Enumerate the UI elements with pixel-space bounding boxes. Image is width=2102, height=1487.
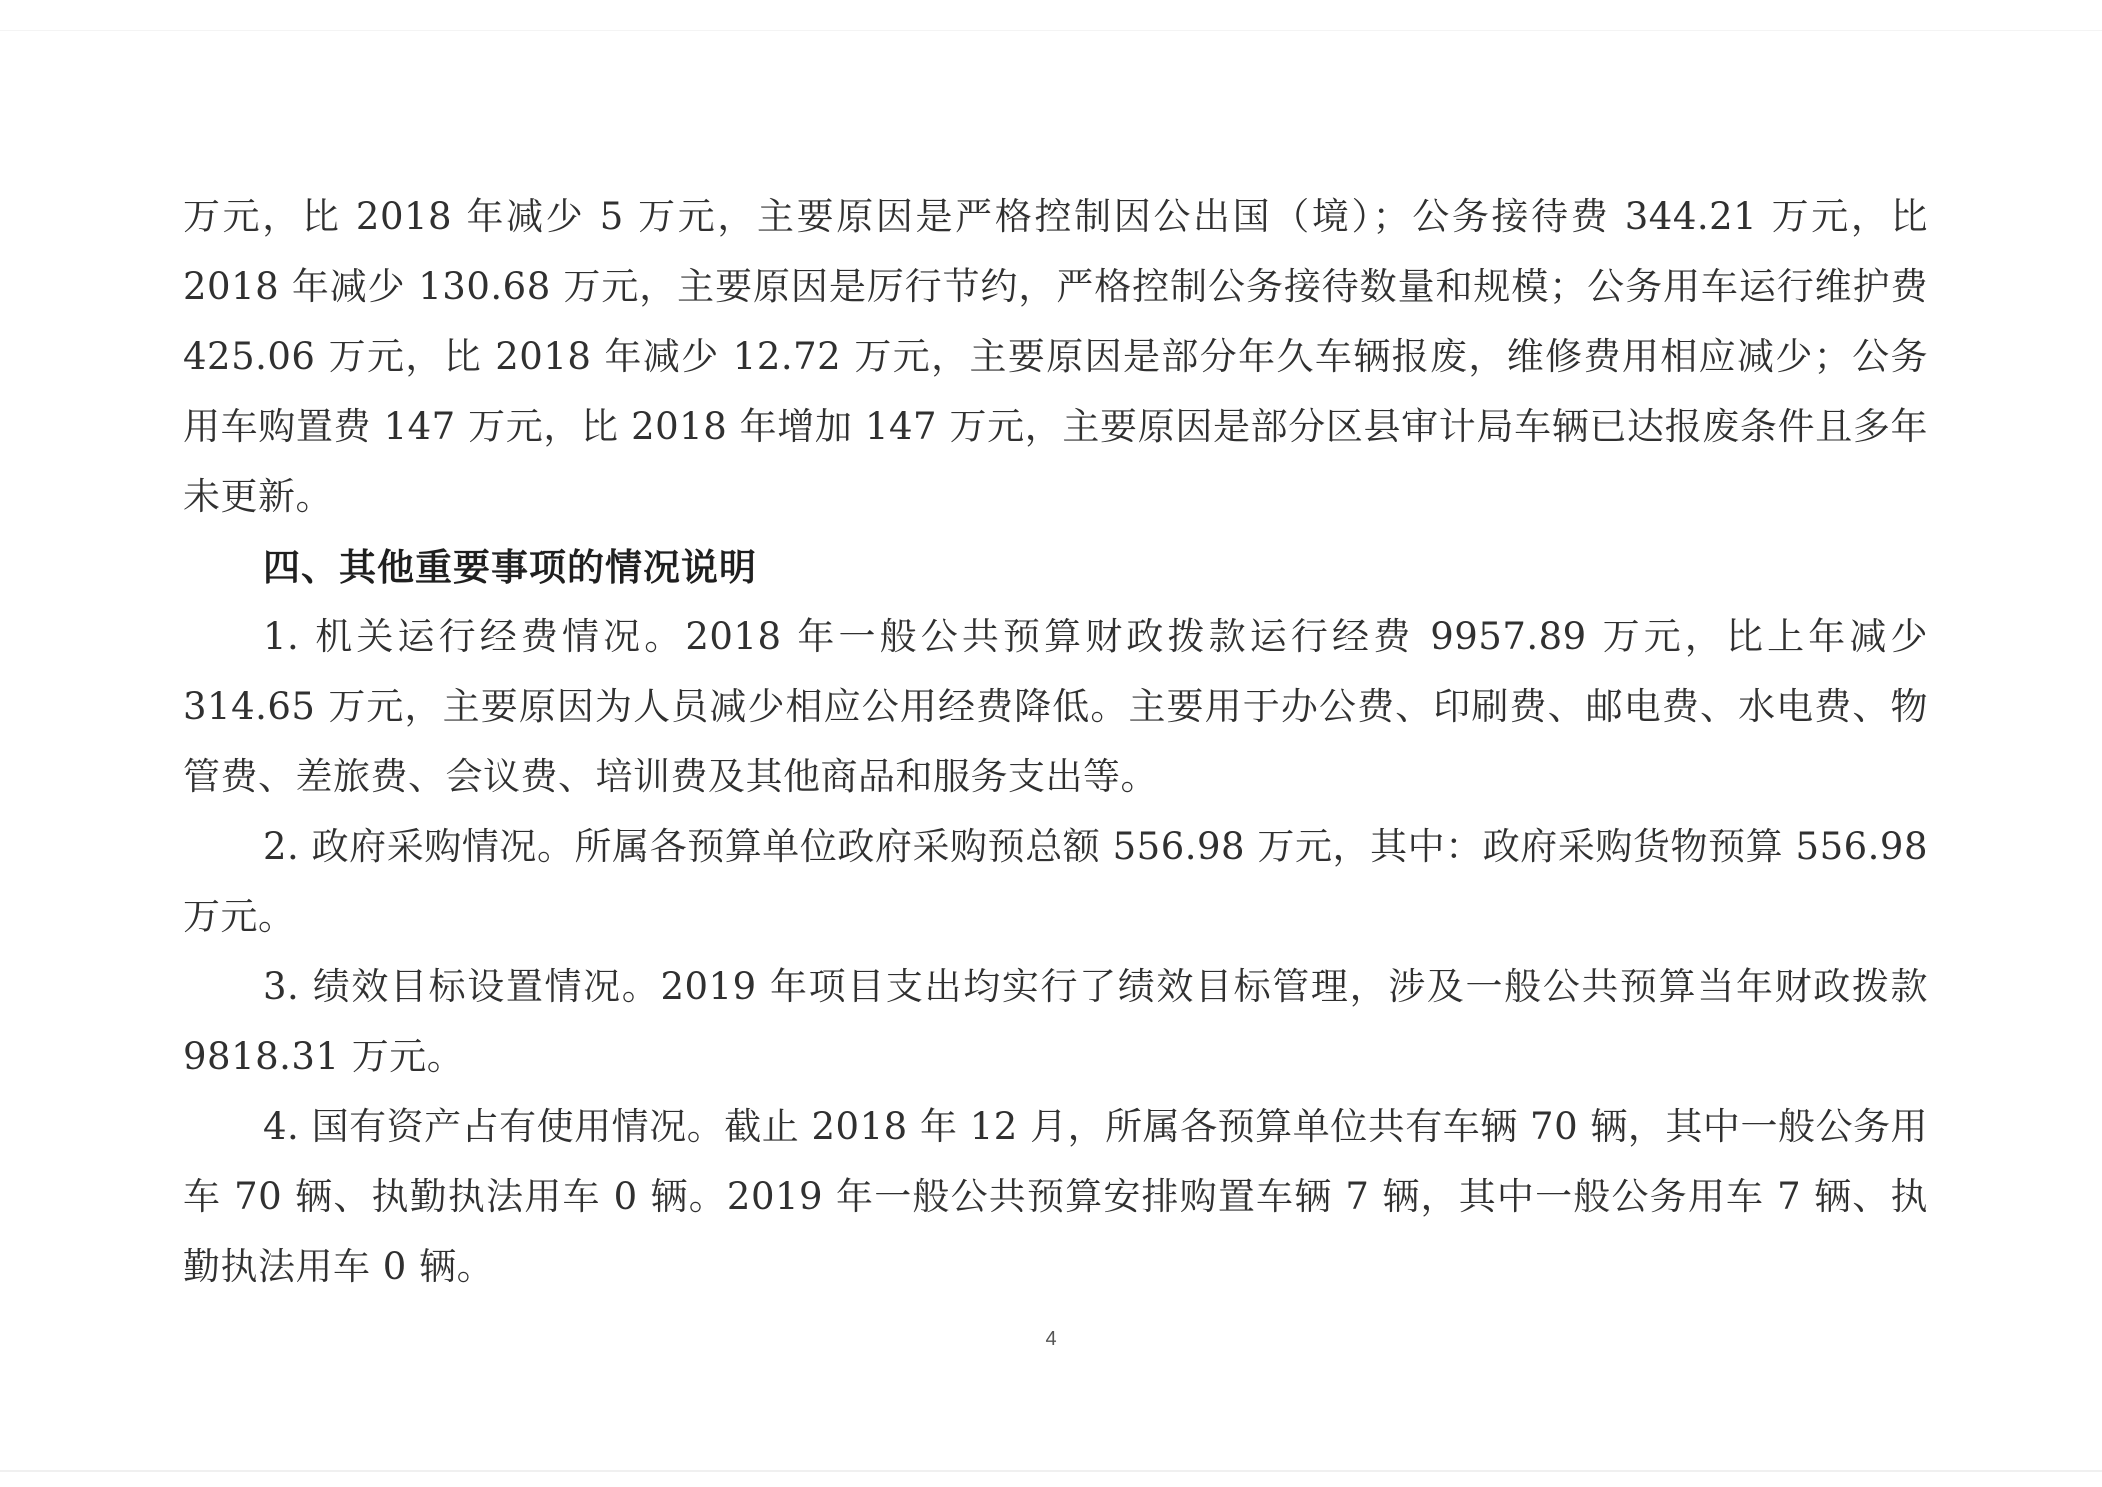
item-state-assets: 4. 国有资产占有使用情况。截止 2018 年 12 月，所属各预算单位共有车辆 70 辆，其中一般公务用车 70 辆、执勤执法用车 0 辆。2019 年一般公共预算安排购置车辆 7 辆，其中一般公务用车 7 辆、执勤执法用车 0 辆。 bbox=[183, 1105, 1928, 1288]
scan-edge-top bbox=[0, 30, 2102, 31]
item-government-procurement: 2. 政府采购情况。所属各预算单位政府采购预总额 556.98 万元，其中：政府采购货物预算 556.98 万元。 bbox=[183, 825, 1928, 938]
item-operating-expenses: 1. 机关运行经费情况。2018 年一般公共预算财政拨款运行经费 9957.89 万元，比上年减少 314.65 万元，主要原因为人员减少相应公用经费降低。主要用于办公费、印刷费、邮电费、水电费、物管费、差旅费、会议费、培训费及其他商品和服务支出等。 bbox=[183, 615, 1928, 798]
scan-edge-bottom bbox=[0, 1470, 2102, 1472]
item-performance-targets: 3. 绩效目标设置情况。2019 年项目支出均实行了绩效目标管理，涉及一般公共预算当年财政拨款 9818.31 万元。 bbox=[183, 965, 1928, 1078]
document-body bbox=[183, 182, 1928, 1302]
page-number: 4 bbox=[1045, 1328, 1057, 1350]
continuation-paragraph: 万元，比 2018 年减少 5 万元，主要原因是严格控制因公出国（境）；公务接待费 344.21 万元，比 2018 年减少 130.68 万元，主要原因是厉行节约，严格控制公务接待数量和规模；公务用车运行维护费 425.06 万元，比 2018 年减少 12.72 万元，主要原因是部分年久车辆报废，维修费用相应减少；公务用车购置费 147 万元，比 2018 年增加 147 万元，主要原因是部分区县审计局车辆已达报废条件且多年未更新。 bbox=[183, 195, 1928, 518]
section-heading: 四、其他重要事项的情况说明 bbox=[263, 545, 757, 589]
